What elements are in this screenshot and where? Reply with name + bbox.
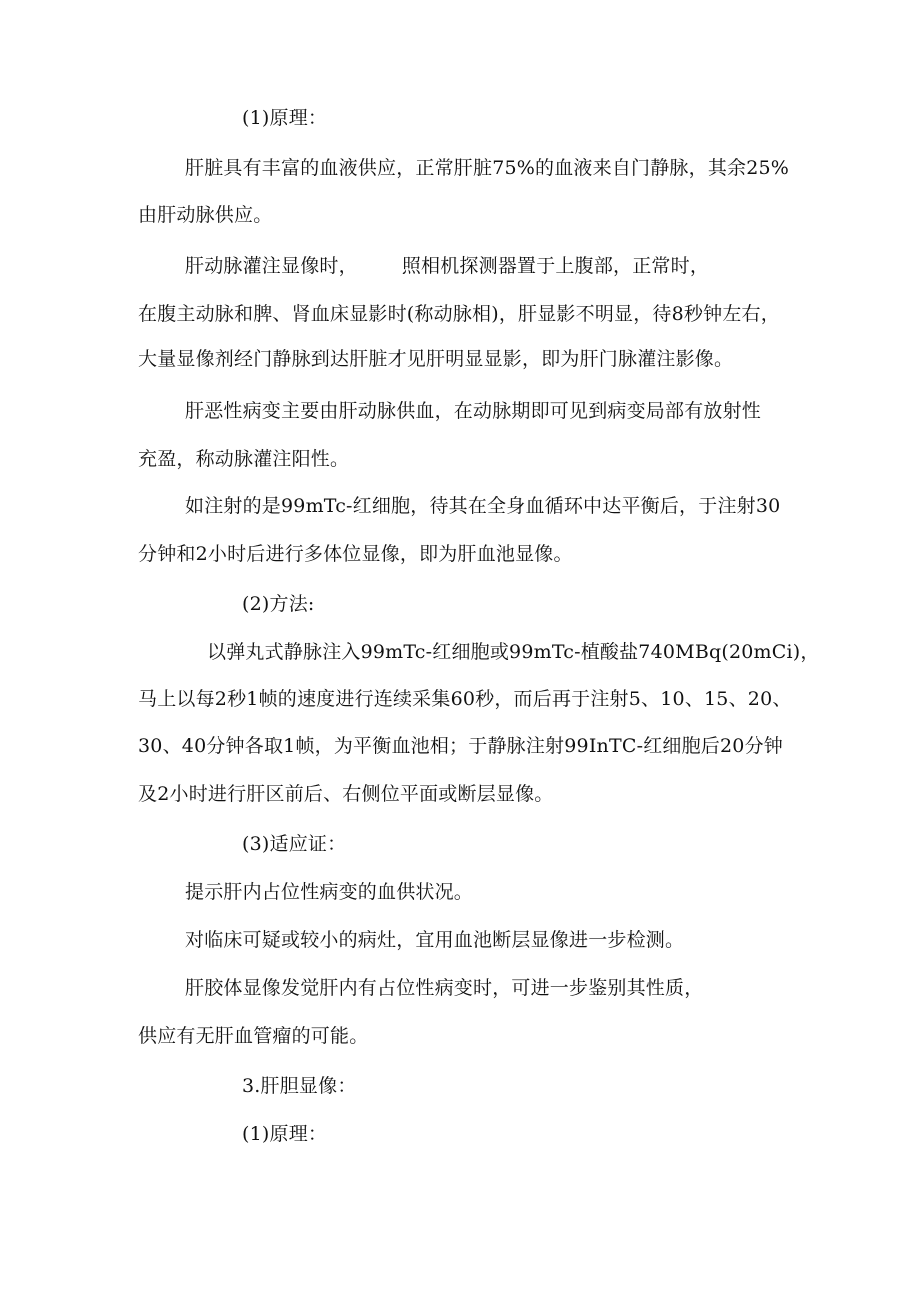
paragraph-line: 肝脏具有丰富的血液供应，正常肝脏75%的血液来自门静脉，其余25%: [185, 157, 790, 179]
paragraph-line: 及2小时进行肝区前后、右侧位平面或断层显像。: [138, 783, 554, 805]
paragraph-line: 大量显像剂经门静脉到达肝脏才见肝明显显影，即为肝门脉灌注影像。: [138, 348, 734, 370]
heading-indications: (3)适应证：: [242, 833, 347, 855]
paragraph-line: 提示肝内占位性病变的血供状况。: [185, 881, 474, 903]
paragraph-line: 肝胶体显像发觉肝内有占位性病变时，可进一步鉴别其性质，: [185, 977, 704, 999]
heading-principle-2: (1)原理：: [242, 1123, 328, 1145]
paragraph-line: 供应有无肝血管瘤的可能。: [138, 1025, 369, 1047]
paragraph-line: 以弹丸式静脉注入99mTc-红细胞或99mTc-植酸盐740MBq(20mCi)，: [207, 641, 820, 663]
paragraph-line: [185, 254, 709, 278]
paragraph-line: 如注射的是99mTc-红细胞，待其在全身血循环中达平衡后，于注射30: [185, 495, 781, 517]
heading-hepatobiliary-imaging: 3.肝胆显像：: [242, 1075, 357, 1097]
paragraph-line: 在腹主动脉和脾、肾血床显影时(称动脉相)，肝显影不明显，待8秒钟左右，: [138, 303, 780, 325]
heading-method: (2)方法:: [242, 593, 315, 615]
heading-principle: (1)原理：: [242, 107, 328, 129]
paragraph-line: 分钟和2小时后进行多体位显像，即为肝血池显像。: [138, 543, 573, 565]
paragraph-line: 对临床可疑或较小的病灶，宜用血池断层显像进一步检测。: [185, 929, 685, 951]
paragraph-line: 肝恶性病变主要由肝动脉供血，在动脉期即可见到病变局部有放射性: [185, 400, 762, 422]
paragraph-line: 由肝动脉供应。: [138, 204, 273, 226]
paragraph-segment: 肝动脉灌注显像时，: [185, 255, 358, 277]
paragraph-segment: 照相机探测器置于上腹部，正常时，: [401, 255, 710, 277]
paragraph-line: 马上以每2秒1帧的速度进行连续采集60秒，而后再于注射5、10、15、20、: [138, 688, 792, 710]
paragraph-line: 充盈，称动脉灌注阳性。: [138, 448, 350, 470]
paragraph-line: 30、40分钟各取1帧，为平衡血池相；于静脉注射99InTC-红细胞后20分钟: [138, 735, 783, 757]
